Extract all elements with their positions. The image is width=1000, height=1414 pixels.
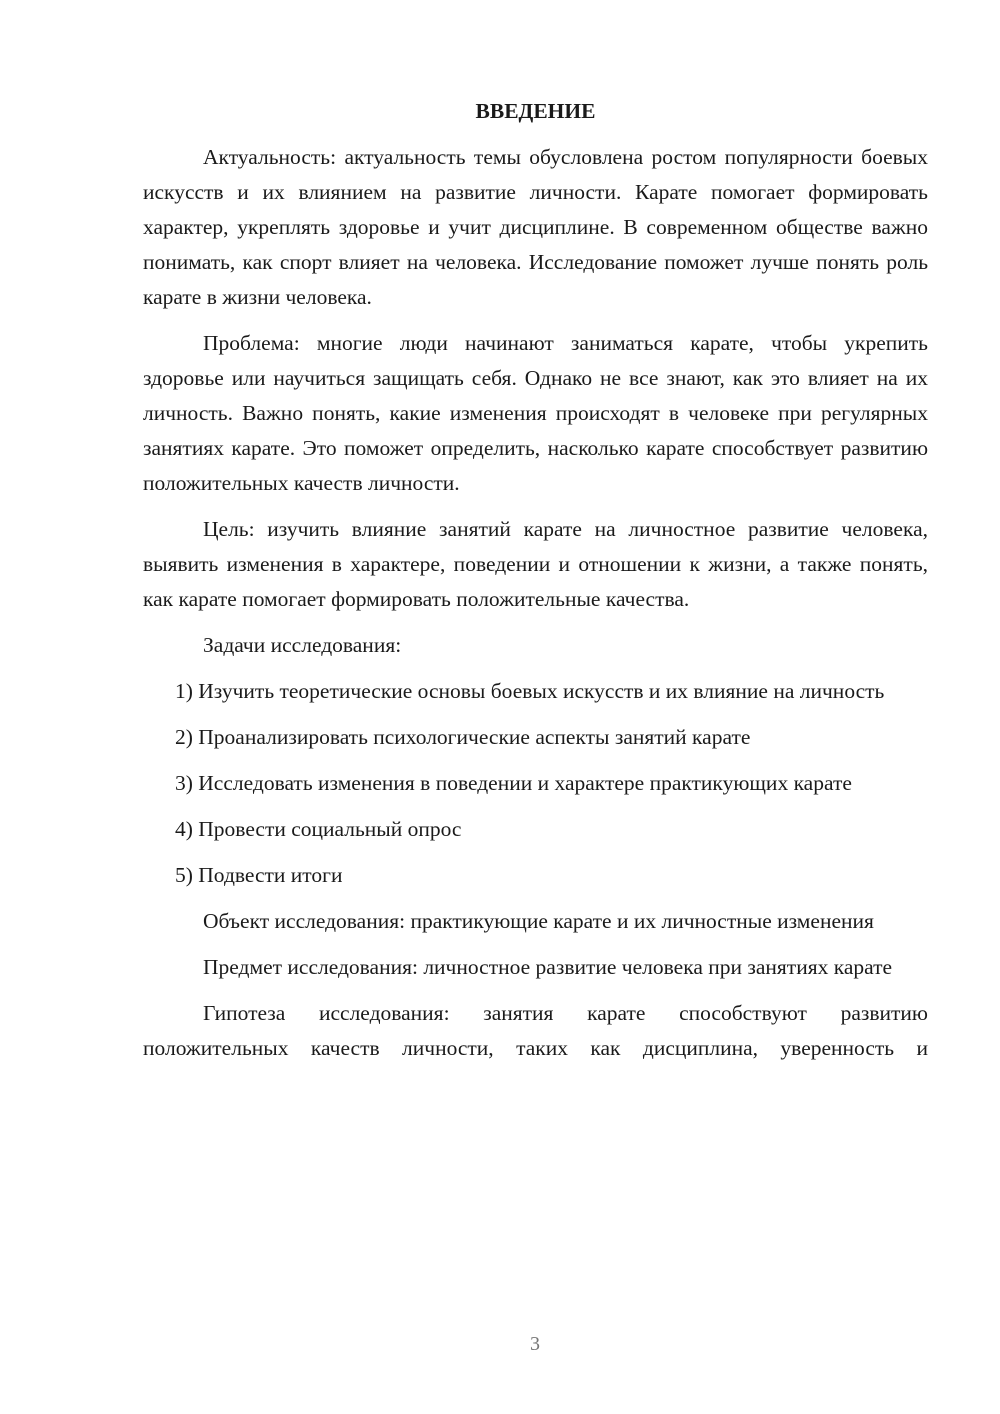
subject-paragraph: Предмет исследования: личностное развитие человека при занятиях карате: [203, 955, 893, 979]
hypothesis-paragraph: Гипотеза исследования: занятия карате способствуют развитию положительных качеств личности, таких как дисциплина, уверенность и: [143, 1001, 928, 1060]
section-title: ВВЕДЕНИЕ: [475, 99, 596, 123]
problem-paragraph: Проблема: многие люди начинают заниматься карате, чтобы укрепить здоровье или научиться защищать себя. Однако не все знают, как это влияет на их личность. Важно понять, какие изменения происходят в человеке при регулярных занятиях карате. Это поможет определить, насколько карате способствует развитию положительных качеств личности.: [143, 331, 928, 495]
document-page: [143, 92, 928, 1077]
task-item-4: 4) Провести социальный опрос: [175, 817, 462, 841]
object-paragraph: Объект исследования: практикующие карате и их личностные изменения: [203, 909, 874, 933]
task-item-5: 5) Подвести итоги: [175, 863, 343, 887]
task-item-1: 1) Изучить теоретические основы боевых искусств и их влияние на личность: [175, 679, 885, 703]
goal-paragraph: Цель: изучить влияние занятий карате на личностное развитие человека, выявить изменения в характере, поведении и отношении к жизни, а также понять, как карате помогает формировать положительные качества.: [143, 517, 928, 611]
task-item-3: 3) Исследовать изменения в поведении и характере практикующих карате: [175, 771, 852, 795]
relevance-paragraph: Актуальность: актуальность темы обусловлена ростом популярности боевых искусств и их влиянием на развитие личности. Карате помогает формировать характер, укреплять здоровье и учит дисциплине. В современном обществе важно понимать, как спорт влияет на человека. Исследование поможет лучше понять роль карате в жизни человека.: [143, 145, 928, 309]
tasks-heading: Задачи исследования:: [203, 633, 402, 657]
page-number: 3: [530, 1333, 540, 1355]
task-item-2: 2) Проанализировать психологические аспекты занятий карате: [175, 725, 751, 749]
